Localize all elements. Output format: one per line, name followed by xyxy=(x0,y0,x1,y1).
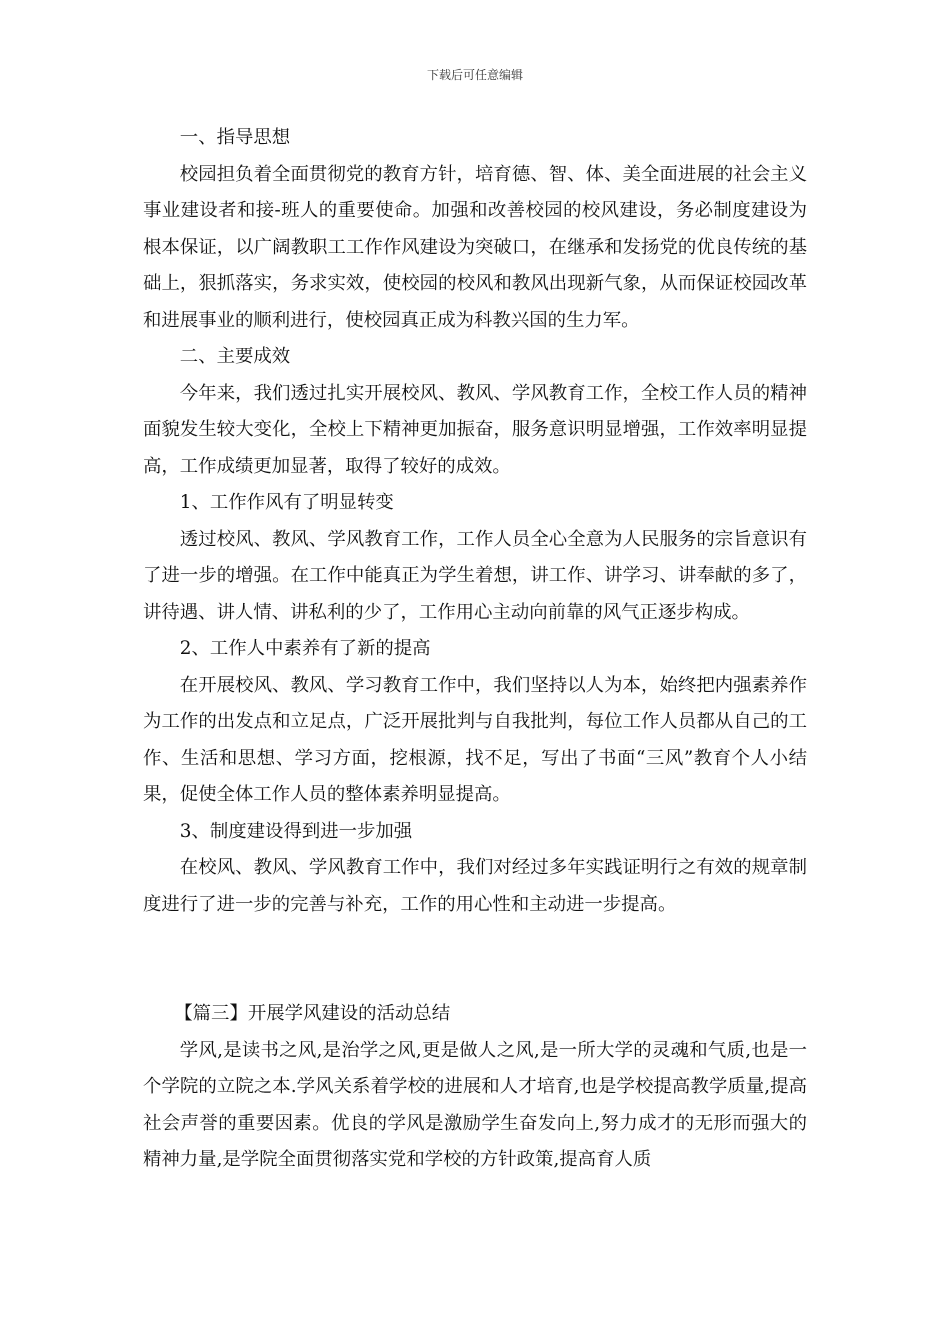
paragraph-guiding-ideology: 校园担负着全面贯彻党的教育方针，培育德、智、体、美全面进展的社会主义事业建设者和接-班人的重要使命。加强和改善校园的校风建设，务必制度建设为根本保证，以广阔教职工工作作风建设为突破口，在继承和发扬党的优良传统的基础上，狠抓落实，务求实效，使校园的校风和教风出现新气象，从而保证校园改革和进展事业的顺利进行，使校园真正成为科教兴国的生力军。 xyxy=(143,163,807,331)
paragraph-system-building: 在校风、教风、学风教育工作中，我们对经过多年实践证明行之有效的规章制度进行了进一步的完善与补充，工作的用心性和主动进一步提高。 xyxy=(143,857,807,915)
paragraph-staff-quality: 在开展校风、教风、学习教育工作中，我们坚持以人为本，始终把内强素养作为工作的出发点和立足点，广泛开展批判与自我批判，每位工作人员都从自己的工作、生活和思想、学习方面，挖根源，找不足，写出了书面“三风”教育个人小结果，促使全体工作人员的整体素养明显提高。 xyxy=(143,674,807,805)
chapter-title-part-three: 【篇三】开展学风建设的活动总结 xyxy=(174,1003,451,1024)
page-header-note: 下载后可任意编辑 xyxy=(426,68,523,82)
document-body xyxy=(143,120,807,1179)
paragraph-study-style: 学风,是读书之风,是治学之风,更是做人之风,是一所大学的灵魂和气质,也是一个学院的立院之本.学风关系着学校的进展和人才培育,也是学校提高教学质量,提高社会声誉的重要因素。优良的学风是激励学生奋发向上,努力成才的无形而强大的精神力量,是学院全面贯彻落实党和学校的方针政策,提高育人质 xyxy=(143,1039,807,1170)
section-heading-main-results: 二、主要成效 xyxy=(179,346,291,367)
paragraph-main-results: 今年来，我们透过扎实开展校风、教风、学风教育工作，全校工作人员的精神面貌发生较大变化，全校上下精神更加振奋，服务意识明显增强，工作效率明显提高，工作成绩更加显著，取得了较好的成效。 xyxy=(143,382,807,477)
section-heading-staff-quality: 2、工作人中素养有了新的提高 xyxy=(179,638,431,659)
section-heading-guiding-ideology: 一、指导思想 xyxy=(179,127,291,148)
section-heading-system-building: 3、制度建设得到进一步加强 xyxy=(179,820,413,842)
section-heading-work-style: 1、工作作风有了明显转变 xyxy=(179,492,394,513)
paragraph-work-style: 透过校风、教风、学风教育工作，工作人员全心全意为人民服务的宗旨意识有了进一步的增强。在工作中能真正为学生着想，讲工作、讲学习、讲奉献的多了，讲待遇、讲人情、讲私利的少了，工作用心主动向前靠的风气正逐步构成。 xyxy=(143,528,807,623)
section-gap xyxy=(143,923,807,996)
